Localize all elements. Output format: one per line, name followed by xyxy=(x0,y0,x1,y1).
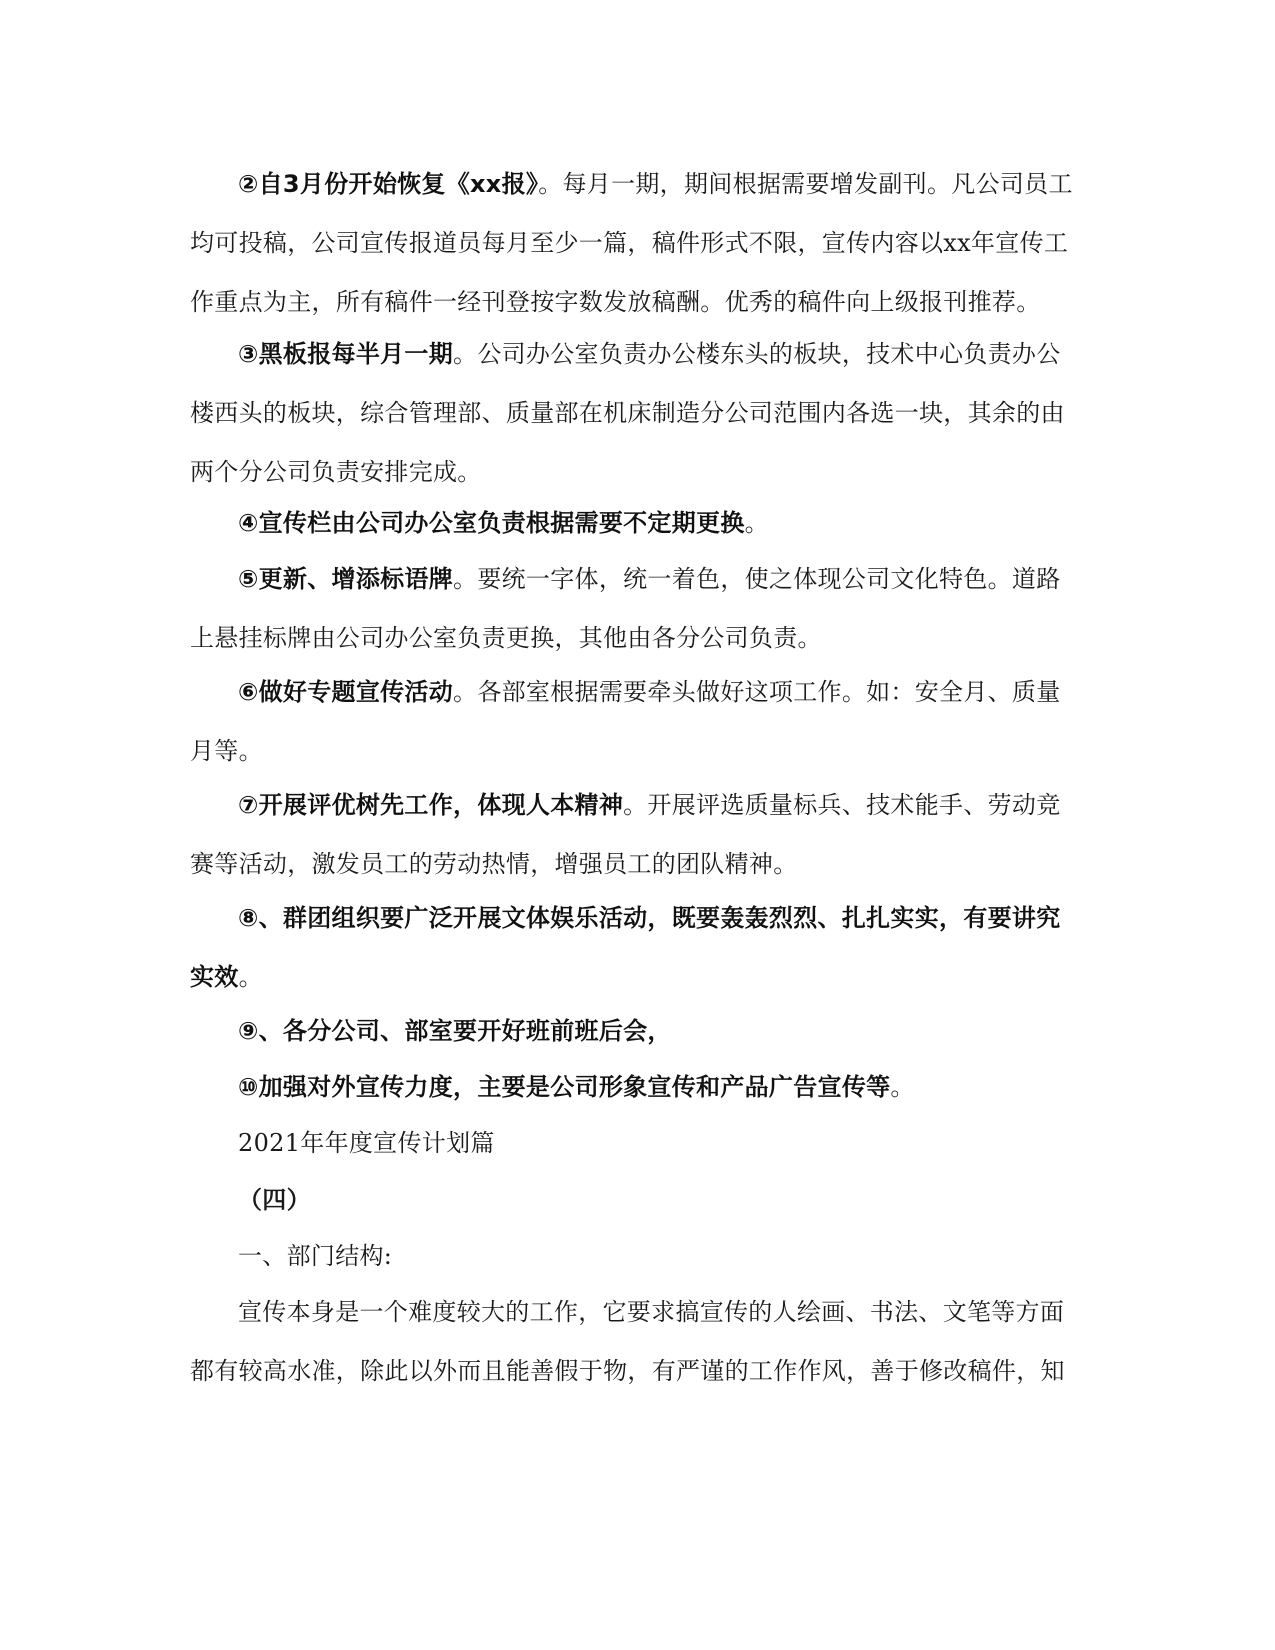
paragraph-text: 。 xyxy=(744,509,769,537)
subheading: 一、部门结构: xyxy=(238,1242,393,1270)
paragraph-item-5 xyxy=(190,550,1080,668)
paragraph-lead: ⑧、群团组织要广泛开展文体娱乐活动，既要轰轰烈烈、扎扎实实，有要讲究实效 xyxy=(190,904,1061,991)
paragraph-item-4 xyxy=(190,494,1080,553)
paragraph-item-8 xyxy=(190,889,1080,1007)
paragraph-text: 。 xyxy=(238,963,263,991)
paragraph-lead: ⑥做好专题宣传活动 xyxy=(238,678,454,706)
body-paragraph: 宣传本身是一个难度较大的工作，它要求搞宣传的人绘画、书法、文笔等方面都有较高水准，除此以外而且能善假于物，有严谨的工作作风，善于修改稿件，知 xyxy=(190,1298,1065,1385)
paragraph-item-9 xyxy=(190,1002,1080,1061)
paragraph-lead: ⑨、各分公司、部室要开好班前班后会， xyxy=(238,1017,672,1045)
paragraph-item-10 xyxy=(190,1058,1080,1117)
paragraph-item-3 xyxy=(190,325,1080,502)
paragraph-text: 。开展评选质量标兵、技术能手、劳动竞赛等活动，激发员工的劳动热情，增强员工的团队精神。 xyxy=(190,791,1061,878)
paragraph-item-2 xyxy=(190,155,1080,332)
paragraph-text: 。各部室根据需要牵头做好这项工作。如：安全月、质量月等。 xyxy=(190,678,1061,765)
paragraph-text: 。每月一期，期间根据需要增发副刊。凡公司员工均可投稿，公司宣传报道员每月至少一篇，稿件形式不限，宣传内容以xx年宣传工作重点为主，所有稿件一经刊登按字数发放稿酬。优秀的稿件向上级报刊推荐。 xyxy=(190,170,1073,316)
paragraph-item-7 xyxy=(190,776,1080,894)
paragraph-lead: ④宣传栏由公司办公室负责根据需要不定期更换 xyxy=(238,509,745,537)
paragraph-item-6 xyxy=(190,663,1080,781)
paragraph-text: 。公司办公室负责办公楼东头的板块，技术中心负责办公楼西头的板块，综合管理部、质量部在机床制造分公司范围内各选一块，其余的由两个分公司负责安排完成。 xyxy=(190,340,1065,486)
paragraph-lead: ②自3月份开始恢复《xx报》 xyxy=(238,170,539,198)
paragraph-text: 。要统一字体，统一着色，使之体现公司文化特色。道路上悬挂标牌由公司办公室负责更换，其他由各分公司负责。 xyxy=(190,565,1061,652)
paragraph-text: 。 xyxy=(890,1073,915,1101)
paragraph-lead: ⑩加强对外宣传力度，主要是公司形象宣传和产品广告宣传等 xyxy=(238,1073,891,1101)
paragraph-lead: ⑤更新、增添标语牌 xyxy=(238,565,454,593)
paragraph-lead: ③黑板报每半月一期 xyxy=(238,340,454,368)
paragraph-lead: ⑦开展评优树先工作，体现人本精神 xyxy=(238,791,624,819)
section-number: （四） xyxy=(238,1186,311,1214)
section-title: 2021年年度宣传计划篇 xyxy=(238,1129,495,1157)
